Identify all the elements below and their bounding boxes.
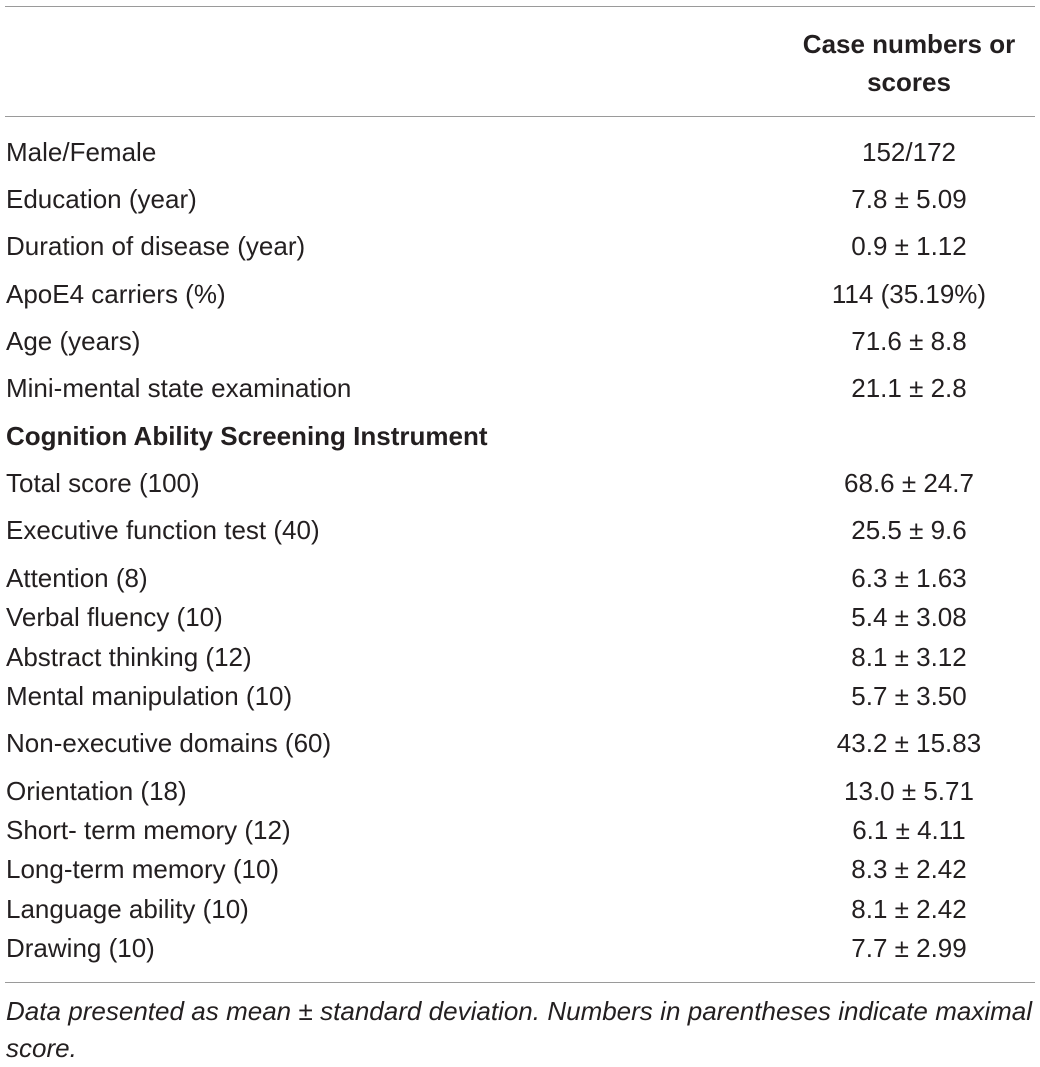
row-label: Orientation (18) — [6, 776, 187, 806]
row-value: 8.1 ± 2.42 — [851, 894, 967, 924]
row-value: 8.3 ± 2.42 — [851, 854, 967, 884]
table-row — [0, 464, 1040, 502]
table-row — [0, 724, 1040, 762]
row-label: Total score (100) — [6, 468, 200, 498]
row-value: 25.5 ± 9.6 — [851, 515, 967, 545]
row-label: Long-term memory (10) — [6, 854, 280, 884]
row-value: 71.6 ± 8.8 — [851, 326, 967, 356]
table-row — [0, 929, 1040, 967]
row-value: 6.3 ± 1.63 — [851, 563, 967, 593]
table-row — [0, 772, 1040, 810]
table-top-rule — [5, 6, 1035, 7]
table-row — [0, 638, 1040, 676]
row-label: Attention (8) — [6, 563, 148, 593]
section-heading-row — [0, 417, 1040, 455]
row-label: Short- term memory (12) — [6, 815, 291, 845]
table-row — [0, 850, 1040, 888]
row-label: Age (years) — [6, 326, 141, 356]
row-value: 43.2 ± 15.83 — [836, 728, 982, 758]
row-value: 6.1 ± 4.11 — [852, 815, 966, 845]
table-row — [0, 511, 1040, 549]
row-label: Mini-mental state examination — [6, 373, 352, 403]
row-value: 7.8 ± 5.09 — [851, 184, 967, 214]
row-value: 5.7 ± 3.50 — [851, 681, 967, 711]
table-row — [0, 322, 1040, 360]
table-row — [0, 227, 1040, 265]
table-row — [0, 133, 1040, 171]
table-row — [0, 811, 1040, 849]
row-label: Executive function test (40) — [6, 515, 320, 545]
header-divider-rule — [5, 116, 1035, 117]
row-value: 68.6 ± 24.7 — [844, 468, 974, 498]
row-label: Drawing (10) — [6, 933, 155, 963]
row-value: 114 (35.19%) — [831, 279, 987, 309]
row-label: Education (year) — [6, 184, 197, 214]
row-value: 8.1 ± 3.12 — [851, 642, 967, 672]
table-row — [0, 559, 1040, 597]
row-value: 0.9 ± 1.12 — [851, 231, 967, 261]
row-label: Verbal fluency (10) — [6, 602, 223, 632]
section-heading: Cognition Ability Screening Instrument — [6, 421, 488, 451]
table-footnote: Data presented as mean ± standard deviation. Numbers in parentheses indicate maximal score. — [6, 996, 1032, 1063]
table-row — [0, 369, 1040, 407]
column-header-case-numbers: Case numbers or scores — [802, 29, 1016, 97]
row-label: Non-executive domains (60) — [6, 728, 332, 758]
table-row — [0, 890, 1040, 928]
table-row — [0, 677, 1040, 715]
table-row — [0, 275, 1040, 313]
row-value: 7.7 ± 2.99 — [851, 933, 967, 963]
table-bottom-rule — [5, 982, 1035, 983]
row-label: Male/Female — [6, 137, 157, 167]
row-value: 152/172 — [862, 137, 956, 167]
row-label: Language ability (10) — [6, 894, 249, 924]
row-value: 5.4 ± 3.08 — [851, 602, 967, 632]
row-label: Abstract thinking (12) — [6, 642, 252, 672]
row-value: 21.1 ± 2.8 — [851, 373, 967, 403]
row-label: Duration of disease (year) — [6, 231, 306, 261]
row-value: 13.0 ± 5.71 — [844, 776, 974, 806]
table-row — [0, 180, 1040, 218]
row-label: Mental manipulation (10) — [6, 681, 293, 711]
table-row — [0, 598, 1040, 636]
row-label: ApoE4 carriers (%) — [6, 279, 226, 309]
